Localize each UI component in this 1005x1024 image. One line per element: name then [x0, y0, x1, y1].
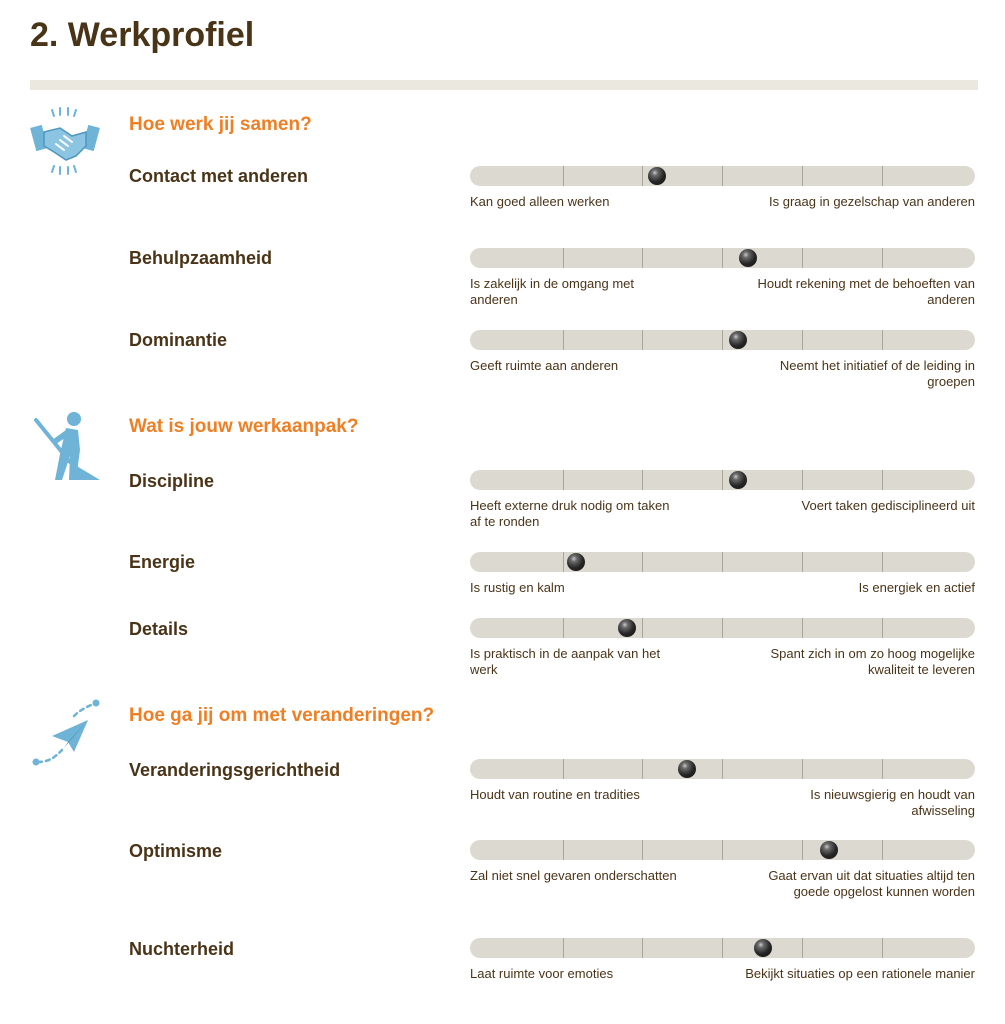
- scale-high-label: Houdt rekening met de behoeften van anderen: [757, 276, 975, 307]
- trait-scale-bar: [470, 248, 975, 268]
- scale-low-label: Zal niet snel gevaren onderschatten: [470, 868, 677, 883]
- scale-tick: [882, 840, 883, 860]
- scale-low-label: Laat ruimte voor emoties: [470, 966, 614, 981]
- trait-scale-bar: [470, 759, 975, 779]
- scale-tick: [563, 840, 564, 860]
- section-title: Wat is jouw werkaanpak?: [129, 416, 359, 437]
- scale-low-label: Is praktisch in de aanpak van het werk: [470, 646, 661, 677]
- trait-scale-bar: [470, 552, 975, 572]
- scale-tick: [802, 330, 803, 350]
- scale-tick: [642, 470, 643, 490]
- scale-tick: [882, 759, 883, 779]
- trait-scale-bar: [470, 938, 975, 958]
- trait-label: Energie: [129, 552, 196, 572]
- scale-tick: [802, 618, 803, 638]
- scale-tick: [642, 248, 643, 268]
- scale-tick: [563, 618, 564, 638]
- trait-label: Discipline: [129, 471, 215, 491]
- scale-tick: [882, 552, 883, 572]
- trait-scale-bar: [470, 330, 975, 350]
- scale-tick: [722, 840, 723, 860]
- trait-label: Details: [129, 619, 189, 639]
- score-indicator: [567, 553, 585, 571]
- trait-label: Nuchterheid: [129, 939, 235, 959]
- scale-tick: [882, 248, 883, 268]
- scale-low-label: Is zakelijk in de omgang met anderen: [470, 276, 635, 307]
- scale-tick: [642, 552, 643, 572]
- scale-tick: [882, 618, 883, 638]
- scale-tick: [722, 618, 723, 638]
- scale-tick: [563, 759, 564, 779]
- scale-tick: [722, 552, 723, 572]
- trait-scale-bar: [470, 470, 975, 490]
- score-indicator: [678, 760, 696, 778]
- score-indicator: [729, 331, 747, 349]
- trait-label: Dominantie: [129, 330, 228, 350]
- scale-high-label: Is energiek en actief: [858, 580, 975, 595]
- trait-scale-bar: [470, 618, 975, 638]
- scale-tick: [882, 470, 883, 490]
- scale-tick: [722, 166, 723, 186]
- score-indicator: [648, 167, 666, 185]
- scale-high-label: Is nieuwsgierig en houdt van afwisseling: [810, 787, 975, 818]
- scale-low-label: Kan goed alleen werken: [470, 194, 610, 209]
- score-indicator: [729, 471, 747, 489]
- scale-high-label: Spant zich in om zo hoog mogelijke kwaliteit te leveren: [770, 646, 975, 677]
- scale-high-label: Bekijkt situaties op een rationele manier: [745, 966, 975, 981]
- worker-shovel-icon: [30, 410, 102, 489]
- scale-tick: [802, 840, 803, 860]
- trait-scale-bar: [470, 166, 975, 186]
- scale-low-label: Heeft externe druk nodig om taken af te ronden: [470, 498, 670, 529]
- scale-tick: [722, 248, 723, 268]
- scale-tick: [882, 330, 883, 350]
- score-indicator: [739, 249, 757, 267]
- page-title: 2. Werkprofiel: [30, 16, 255, 54]
- header-divider: [30, 80, 978, 90]
- trait-label: Contact met anderen: [129, 166, 309, 186]
- scale-tick: [802, 759, 803, 779]
- scale-tick: [802, 938, 803, 958]
- scale-tick: [802, 166, 803, 186]
- scale-low-label: Houdt van routine en tradities: [470, 787, 640, 802]
- scale-tick: [722, 759, 723, 779]
- handshake-icon: [30, 106, 100, 181]
- trait-label: Optimisme: [129, 841, 223, 861]
- trait-scale-bar: [470, 840, 975, 860]
- scale-tick: [642, 166, 643, 186]
- scale-high-label: Voert taken gedisciplineerd uit: [801, 498, 975, 513]
- section-title: Hoe werk jij samen?: [129, 114, 312, 135]
- scale-tick: [722, 938, 723, 958]
- scale-tick: [882, 166, 883, 186]
- scale-tick: [642, 840, 643, 860]
- scale-high-label: Neemt het initiatief of de leiding in groepen: [779, 358, 975, 389]
- scale-tick: [563, 330, 564, 350]
- section-title: Hoe ga jij om met veranderingen?: [129, 705, 435, 726]
- score-indicator: [820, 841, 838, 859]
- paper-plane-icon: [30, 698, 102, 775]
- scale-tick: [722, 330, 723, 350]
- scale-tick: [563, 552, 564, 572]
- trait-label: Veranderingsgerichtheid: [129, 760, 341, 780]
- scale-tick: [642, 938, 643, 958]
- scale-tick: [882, 938, 883, 958]
- scale-high-label: Gaat ervan uit dat situaties altijd ten goede opgelost kunnen worden: [768, 868, 975, 899]
- score-indicator: [618, 619, 636, 637]
- score-indicator: [754, 939, 772, 957]
- scale-tick: [802, 470, 803, 490]
- scale-tick: [563, 248, 564, 268]
- scale-tick: [563, 938, 564, 958]
- scale-low-label: Is rustig en kalm: [470, 580, 565, 595]
- scale-tick: [802, 248, 803, 268]
- scale-tick: [642, 330, 643, 350]
- scale-tick: [563, 470, 564, 490]
- scale-tick: [722, 470, 723, 490]
- scale-low-label: Geeft ruimte aan anderen: [470, 358, 619, 373]
- scale-tick: [563, 166, 564, 186]
- scale-high-label: Is graag in gezelschap van anderen: [769, 194, 975, 209]
- scale-tick: [802, 552, 803, 572]
- scale-tick: [642, 759, 643, 779]
- trait-label: Behulpzaamheid: [129, 248, 273, 268]
- scale-tick: [642, 618, 643, 638]
